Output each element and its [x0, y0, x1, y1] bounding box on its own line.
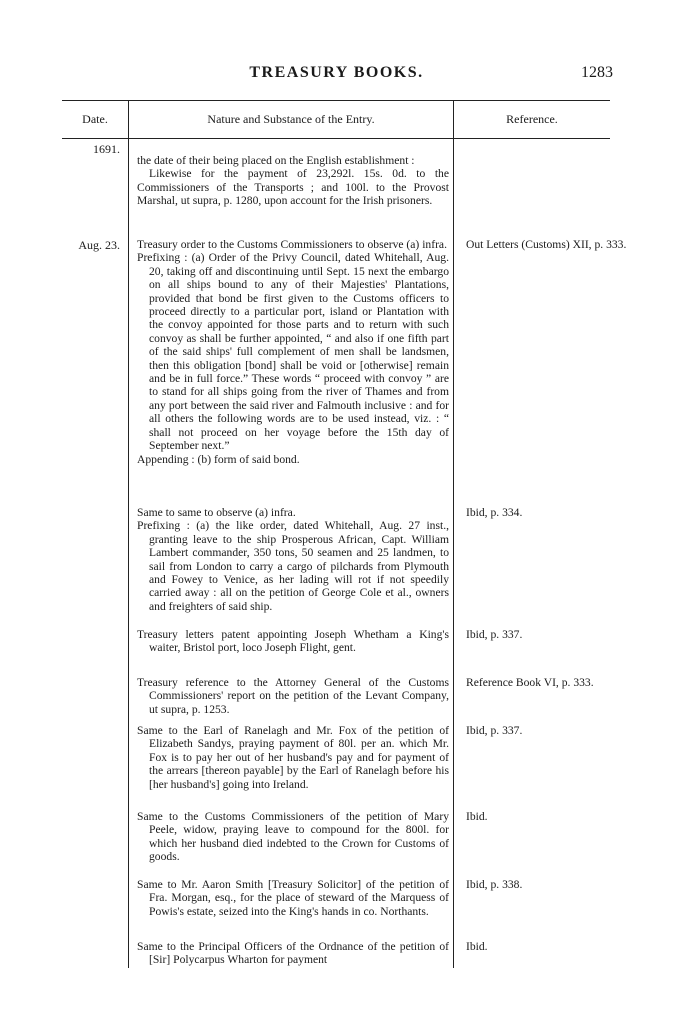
entry-main-text: Same to the Principal Officers of the Ordnance of the petition of [Sir] Polycarpus Wharton for payment	[137, 940, 449, 967]
table-top-rule	[62, 100, 610, 101]
entry-main-text: Same to the Customs Commissioners of the petition of Mary Peele, widow, praying leave to compound for the 800l. for which her husband died indebted to the Crown for Customs of goods.	[137, 810, 449, 864]
entry-main-text: Treasury order to the Customs Commissioners to observe (a) infra.	[137, 238, 447, 251]
entry-reference: Ibid, p. 337.	[466, 724, 523, 737]
entry-main-text: Same to same to observe (a) infra.	[137, 506, 296, 519]
page-number: 1283	[581, 64, 613, 81]
continuation-line: the date of their being placed on the English establishment :	[137, 154, 415, 167]
entry-prosperous-african	[137, 506, 449, 613]
running-head	[0, 64, 673, 88]
entry-prefixing-text: Prefixing : (a) Order of the Privy Council, dated Whitehall, Aug. 20, taking off and discontinuing until Sept. 15 next the embargo on all ships bound to any of their Majesties' Plantations, provided that bond be first given to the Customs officers to proceed directly to a particular port, island or Plantation with the convoy appointed for those parts and to return with such convoy as shall be further appointed, “ and also if one fifth part of the said ships' full complement of men shall be landsmen, then this obligation [bond] shall be void or [otherwise] remain and be in full force.” These words “ proceed with convoy ” are to stand for all ships going from the river of Thames and from any port between the said river and Falmouth inclusive : and for all others the following words are to be used instead, viz. : “ shall not proceed on her voyage before the 15th day of September next.”	[137, 251, 449, 453]
continuation-entry	[137, 154, 449, 208]
entry-reference: Ibid, p. 338.	[466, 878, 523, 891]
entry-prefixing-text: Prefixing : (a) the like order, dated Whitehall, Aug. 27 inst., granting leave to the ship Prosperous African, Capt. William Lambert commander, 350 tons, 50 seamen and 25 landmen, to sail from London to carry a cargo of pilchards from Plymouth and Fowey to Venice, as her lading will rot if not speedily carried away : all on the petition of George Cole et al., owners and freighters of said ship.	[137, 519, 449, 613]
entry-reference: Ibid, p. 337.	[466, 628, 523, 641]
entry-sandys-petition	[137, 724, 449, 791]
entry-reference: Reference Book VI, p. 333.	[466, 676, 594, 689]
date-label: Aug. 23.	[78, 238, 120, 252]
header-bottom-rule	[62, 138, 610, 139]
running-title: TREASURY BOOKS.	[249, 64, 424, 81]
entry-levant-company	[137, 676, 449, 716]
entry-reference: Ibid.	[466, 810, 488, 823]
entry-appending-text: Appending : (b) form of said bond.	[137, 452, 300, 466]
entry-peele-petition	[137, 810, 449, 864]
entry-main-text: Same to the Earl of Ranelagh and Mr. Fox of the petition of Elizabeth Sandys, praying payment of 80l. per an. which Mr. Fox is to pay her out of her husband's pay and for payment of the arrears [thereon payable] by the Earl of Ranelagh before his [her husband's] going into Ireland.	[137, 724, 449, 791]
column-divider-left	[128, 100, 129, 968]
column-header-nature: Nature and Substance of the Entry.	[207, 112, 375, 126]
column-header-date: Date.	[82, 112, 108, 126]
entry-morgan-petition	[137, 878, 449, 918]
column-divider-right	[453, 100, 454, 968]
entry-ordnance-petition	[137, 940, 449, 967]
entry-customs-order	[137, 238, 449, 466]
entry-reference: Out Letters (Customs) XII, p. 333.	[466, 238, 627, 251]
entry-main-text: Treasury letters patent appointing Joseph Whetham a King's waiter, Bristol port, loco Joseph Flight, gent.	[137, 628, 449, 655]
entry-main-text: Same to Mr. Aaron Smith [Treasury Solicitor] of the petition of Fra. Morgan, esq., for the place of steward of the Marquess of Powis's estate, seized into the King's hands in co. Northants.	[137, 878, 449, 918]
year-label: 1691.	[93, 142, 120, 156]
entry-reference: Ibid, p. 334.	[466, 506, 523, 519]
column-header-reference: Reference.	[506, 112, 558, 126]
entry-main-text: Treasury reference to the Attorney General of the Customs Commissioners' report on the petition of the Levant Company, ut supra, p. 1253.	[137, 676, 449, 716]
entry-reference: Ibid.	[466, 940, 488, 953]
continuation-paragraph: Likewise for the payment of 23,292l. 15s. 0d. to the Commissioners of the Transports ; and 100l. to the Provost Marshal, ut supra, p. 1280, upon account for the Irish prisoners.	[137, 167, 449, 208]
entry-letters-patent	[137, 628, 449, 655]
